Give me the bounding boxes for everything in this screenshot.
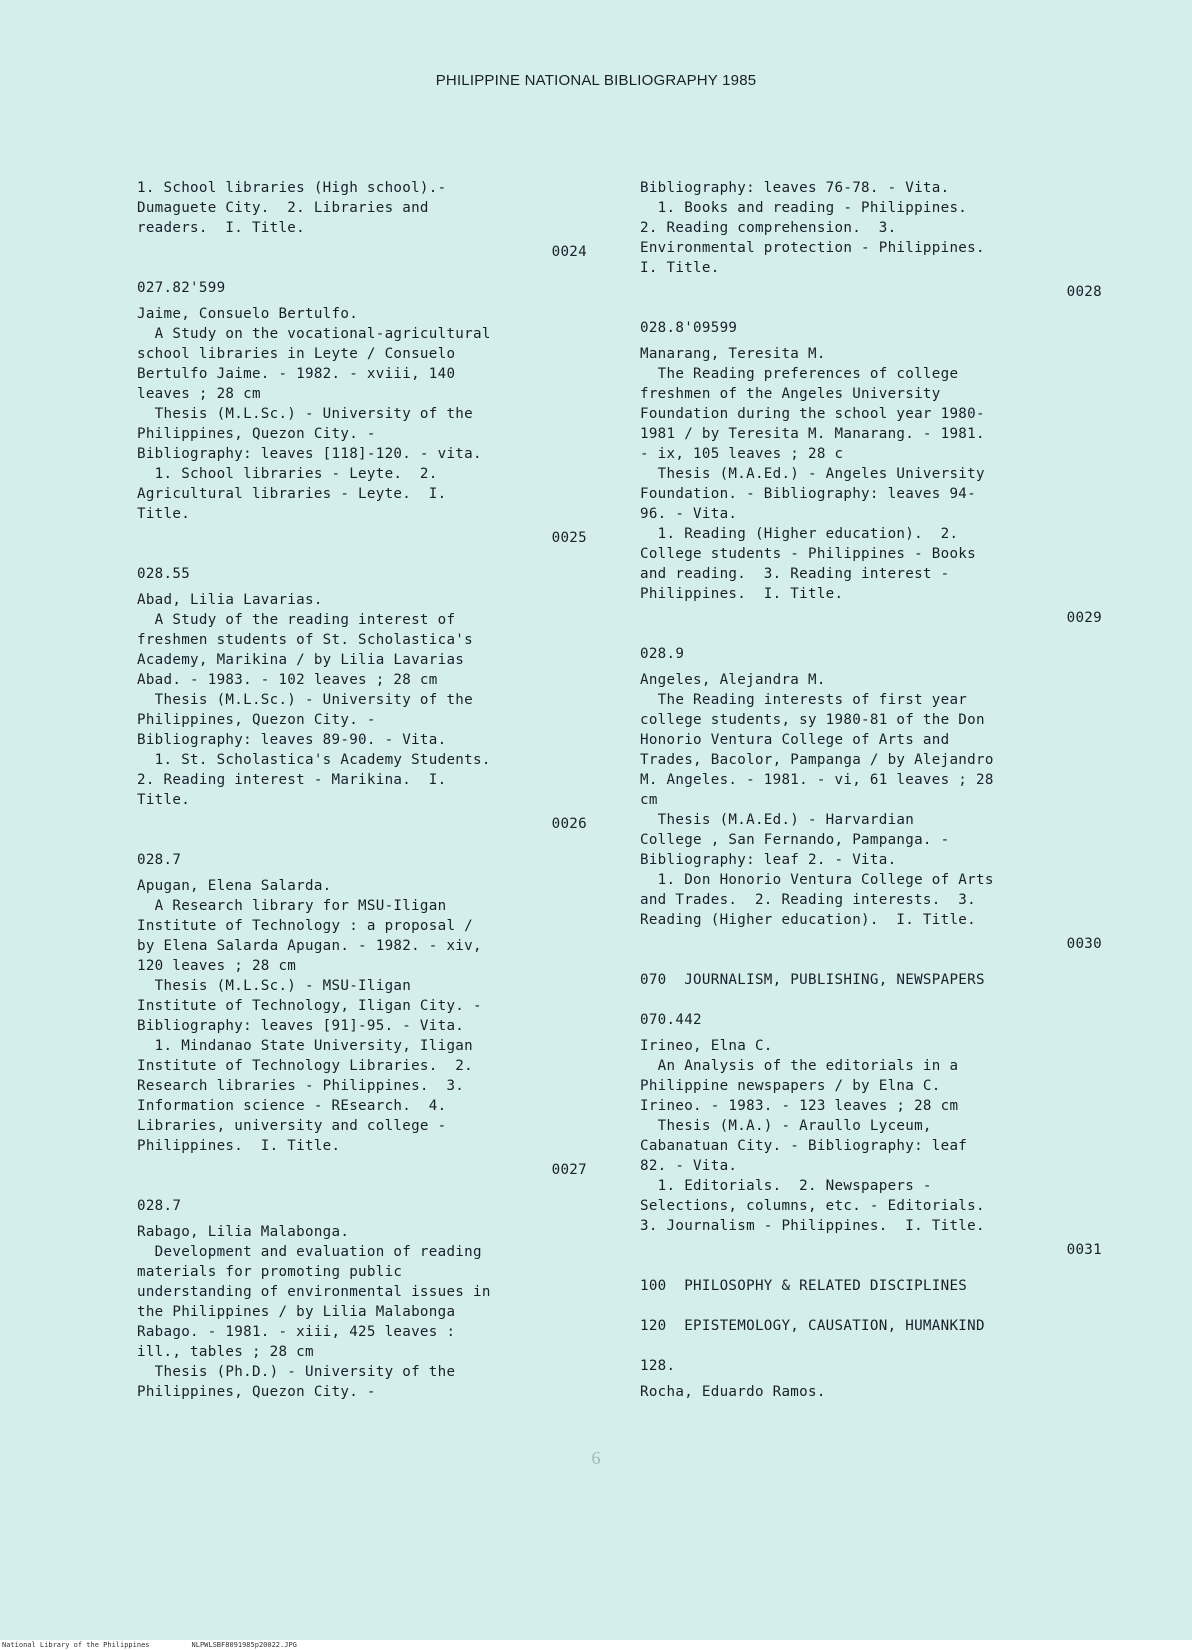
entry-line: College students - Philippines - Books xyxy=(640,546,976,562)
entry-line: 1. St. Scholastica's Academy Students. xyxy=(137,752,491,768)
entry-line: Abad. - 1983. - 102 leaves ; 28 cm xyxy=(137,672,438,688)
entry-line: Bertulfo Jaime. - 1982. - xviii, 140 xyxy=(137,366,456,382)
author: Manarang, Teresita M. xyxy=(640,346,826,362)
bib-entry xyxy=(137,564,587,834)
entry-line: Foundation during the school year 1980- xyxy=(640,406,985,422)
continuation-entry xyxy=(137,178,587,262)
entry-line: Philippines, Quezon City. - xyxy=(137,1384,376,1400)
entry-line: The Reading preferences of college xyxy=(640,366,959,382)
entry-line: school libraries in Leyte / Consuelo xyxy=(137,346,456,362)
entry-line: Philippines, Quezon City. - xyxy=(137,712,376,728)
entry-line: An Analysis of the editorials in a xyxy=(640,1058,959,1074)
entry-line: Foundation. - Bibliography: leaves 94- xyxy=(640,486,976,502)
entry-line: Environmental protection - Philippines. xyxy=(640,240,985,256)
entry-line: Bibliography: leaves [118]-120. - vita. xyxy=(137,446,482,462)
footer-library: National Library of the Philippines xyxy=(2,1641,150,1649)
entry-line: Honorio Ventura College of Arts and xyxy=(640,732,950,748)
entry-line: Philippine newspapers / by Elna C. xyxy=(640,1078,941,1094)
author: Irineo, Elna C. xyxy=(640,1038,773,1054)
entry-line: cm xyxy=(640,792,658,808)
entry-line: Libraries, university and college - xyxy=(137,1118,447,1134)
entry-line: - ix, 105 leaves ; 28 c xyxy=(640,446,844,462)
entry-line: Thesis (M.A.Ed.) - Harvardian xyxy=(640,812,915,828)
entry-line: Development and evaluation of reading xyxy=(137,1244,482,1260)
entry-line: Information science - REsearch. 4. xyxy=(137,1098,447,1114)
right-column xyxy=(640,178,1102,1418)
entry-line: leaves ; 28 cm xyxy=(137,386,261,402)
entry-line: Dumaguete City. 2. Libraries and xyxy=(137,200,429,216)
entry-line: Thesis (Ph.D.) - University of the xyxy=(137,1364,456,1380)
control-number: 0026 xyxy=(551,816,587,832)
entry-line: Title. xyxy=(137,506,191,522)
author: Rocha, Eduardo Ramos. xyxy=(640,1384,826,1400)
entry-line: readers. I. Title. xyxy=(137,220,305,236)
control-number: 0031 xyxy=(1066,1242,1102,1258)
class-number: 128. xyxy=(640,1358,676,1374)
entry-line: Philippines. I. Title. xyxy=(640,586,844,602)
entry-line: 1. Don Honorio Ventura College of Arts xyxy=(640,872,994,888)
section-heading-100: 100 PHILOSOPHY & RELATED DISCIPLINES xyxy=(640,1278,968,1294)
entry-line: Bibliography: leaves 76-78. - Vita. xyxy=(640,180,950,196)
entry-line: Bibliography: leaf 2. - Vita. xyxy=(640,852,897,868)
entry-line: Reading (Higher education). I. Title. xyxy=(640,912,976,928)
entry-line: Institute of Technology : a proposal / xyxy=(137,918,473,934)
entry-line: 1. School libraries - Leyte. 2. xyxy=(137,466,438,482)
entry-line: 2. Reading comprehension. 3. xyxy=(640,220,897,236)
entry-line: 1. Reading (Higher education). 2. xyxy=(640,526,959,542)
footer-file: NLPWLSBF8091985p20022.JPG xyxy=(191,1641,297,1649)
entry-line: Title. xyxy=(137,792,191,808)
class-number: 027.82'599 xyxy=(137,280,226,296)
entry-line: Cabanatuan City. - Bibliography: leaf xyxy=(640,1138,968,1154)
author: Abad, Lilia Lavarias. xyxy=(137,592,323,608)
control-number: 0027 xyxy=(551,1162,587,1178)
entry-line: 120 leaves ; 28 cm xyxy=(137,958,297,974)
entry-line: Trades, Bacolor, Pampanga / by Alejandro xyxy=(640,752,994,768)
bib-entry xyxy=(137,1196,587,1402)
bib-entry xyxy=(640,644,1102,954)
section-heading-070: 070 JOURNALISM, PUBLISHING, NEWSPAPERS xyxy=(640,972,985,988)
bib-entry xyxy=(640,1010,1102,1260)
section-heading-120: 120 EPISTEMOLOGY, CAUSATION, HUMANKIND xyxy=(640,1318,985,1334)
control-number: 0024 xyxy=(551,244,587,260)
page-number: 6 xyxy=(591,1448,601,1468)
page-title: PHILIPPINE NATIONAL BIBLIOGRAPHY 1985 xyxy=(435,72,757,89)
entry-line: Thesis (M.L.Sc.) - University of the xyxy=(137,692,473,708)
entry-line: Thesis (M.L.Sc.) - MSU-Iligan xyxy=(137,978,412,994)
entry-line: Thesis (M.A.Ed.) - Angeles University xyxy=(640,466,985,482)
control-number: 0030 xyxy=(1066,936,1102,952)
entry-line: 82. - Vita. xyxy=(640,1158,738,1174)
entry-line: Bibliography: leaves 89-90. - Vita. xyxy=(137,732,447,748)
entry-line: 2. Reading interest - Marikina. I. xyxy=(137,772,447,788)
bib-entry xyxy=(137,278,587,548)
entry-line: The Reading interests of first year xyxy=(640,692,968,708)
entry-line: 3. Journalism - Philippines. I. Title. xyxy=(640,1218,985,1234)
continuation-entry xyxy=(640,178,1102,302)
entry-line: by Elena Salarda Apugan. - 1982. - xiv, xyxy=(137,938,482,954)
class-number: 028.9 xyxy=(640,646,685,662)
entry-line: Institute of Technology Libraries. 2. xyxy=(137,1058,473,1074)
class-number: 028.8'09599 xyxy=(640,320,738,336)
entry-line: A Research library for MSU-Iligan xyxy=(137,898,447,914)
bib-entry xyxy=(137,850,587,1180)
entry-line: 1. School libraries (High school).- xyxy=(137,180,447,196)
entry-line: Philippines. I. Title. xyxy=(137,1138,341,1154)
entry-line: Selections, columns, etc. - Editorials. xyxy=(640,1198,985,1214)
author: Rabago, Lilia Malabonga. xyxy=(137,1224,350,1240)
entry-line: Institute of Technology, Iligan City. - xyxy=(137,998,482,1014)
entry-line: 1. Books and reading - Philippines. xyxy=(640,200,968,216)
control-number: 0025 xyxy=(551,530,587,546)
entry-line: ill., tables ; 28 cm xyxy=(137,1344,314,1360)
entry-line: College , San Fernando, Pampanga. - xyxy=(640,832,950,848)
entry-line: 1981 / by Teresita M. Manarang. - 1981. xyxy=(640,426,985,442)
entry-line: A Study of the reading interest of xyxy=(137,612,456,628)
entry-line: Thesis (M.A.) - Araullo Lyceum, xyxy=(640,1118,932,1134)
entry-line: and reading. 3. Reading interest - xyxy=(640,566,950,582)
author: Angeles, Alejandra M. xyxy=(640,672,826,688)
control-number: 0029 xyxy=(1066,610,1102,626)
author: Apugan, Elena Salarda. xyxy=(137,878,332,894)
class-number: 070.442 xyxy=(640,1012,702,1028)
bib-entry xyxy=(640,1356,1102,1402)
class-number: 028.55 xyxy=(137,566,191,582)
entry-line: 96. - Vita. xyxy=(640,506,738,522)
entry-line: and Trades. 2. Reading interests. 3. xyxy=(640,892,976,908)
entry-line: Research libraries - Philippines. 3. xyxy=(137,1078,465,1094)
entry-line: Rabago. - 1981. - xiii, 425 leaves : xyxy=(137,1324,456,1340)
left-column xyxy=(137,178,587,1418)
entry-line: Philippines, Quezon City. - xyxy=(137,426,376,442)
class-number: 028.7 xyxy=(137,1198,182,1214)
entry-line: materials for promoting public xyxy=(137,1264,403,1280)
bib-entry xyxy=(640,318,1102,628)
entry-line: 1. Editorials. 2. Newspapers - xyxy=(640,1178,932,1194)
entry-line: A Study on the vocational-agricultural xyxy=(137,326,491,342)
entry-line: the Philippines / by Lilia Malabonga xyxy=(137,1304,456,1320)
entry-line: understanding of environmental issues in xyxy=(137,1284,491,1300)
entry-line: Agricultural libraries - Leyte. I. xyxy=(137,486,447,502)
author: Jaime, Consuelo Bertulfo. xyxy=(137,306,359,322)
entry-line: freshmen of the Angeles University xyxy=(640,386,941,402)
entry-line: Irineo. - 1983. - 123 leaves ; 28 cm xyxy=(640,1098,959,1114)
entry-line: I. Title. xyxy=(640,260,720,276)
entry-line: 1. Mindanao State University, Iligan xyxy=(137,1038,473,1054)
scan-footer xyxy=(0,1640,1192,1650)
entry-line: M. Angeles. - 1981. - vi, 61 leaves ; 28 xyxy=(640,772,994,788)
class-number: 028.7 xyxy=(137,852,182,868)
entry-line: Academy, Marikina / by Lilia Lavarias xyxy=(137,652,465,668)
entry-line: college students, sy 1980-81 of the Don xyxy=(640,712,985,728)
entry-line: freshmen students of St. Scholastica's xyxy=(137,632,473,648)
entry-line: Bibliography: leaves [91]-95. - Vita. xyxy=(137,1018,465,1034)
control-number: 0028 xyxy=(1066,284,1102,300)
entry-line: Thesis (M.L.Sc.) - University of the xyxy=(137,406,473,422)
